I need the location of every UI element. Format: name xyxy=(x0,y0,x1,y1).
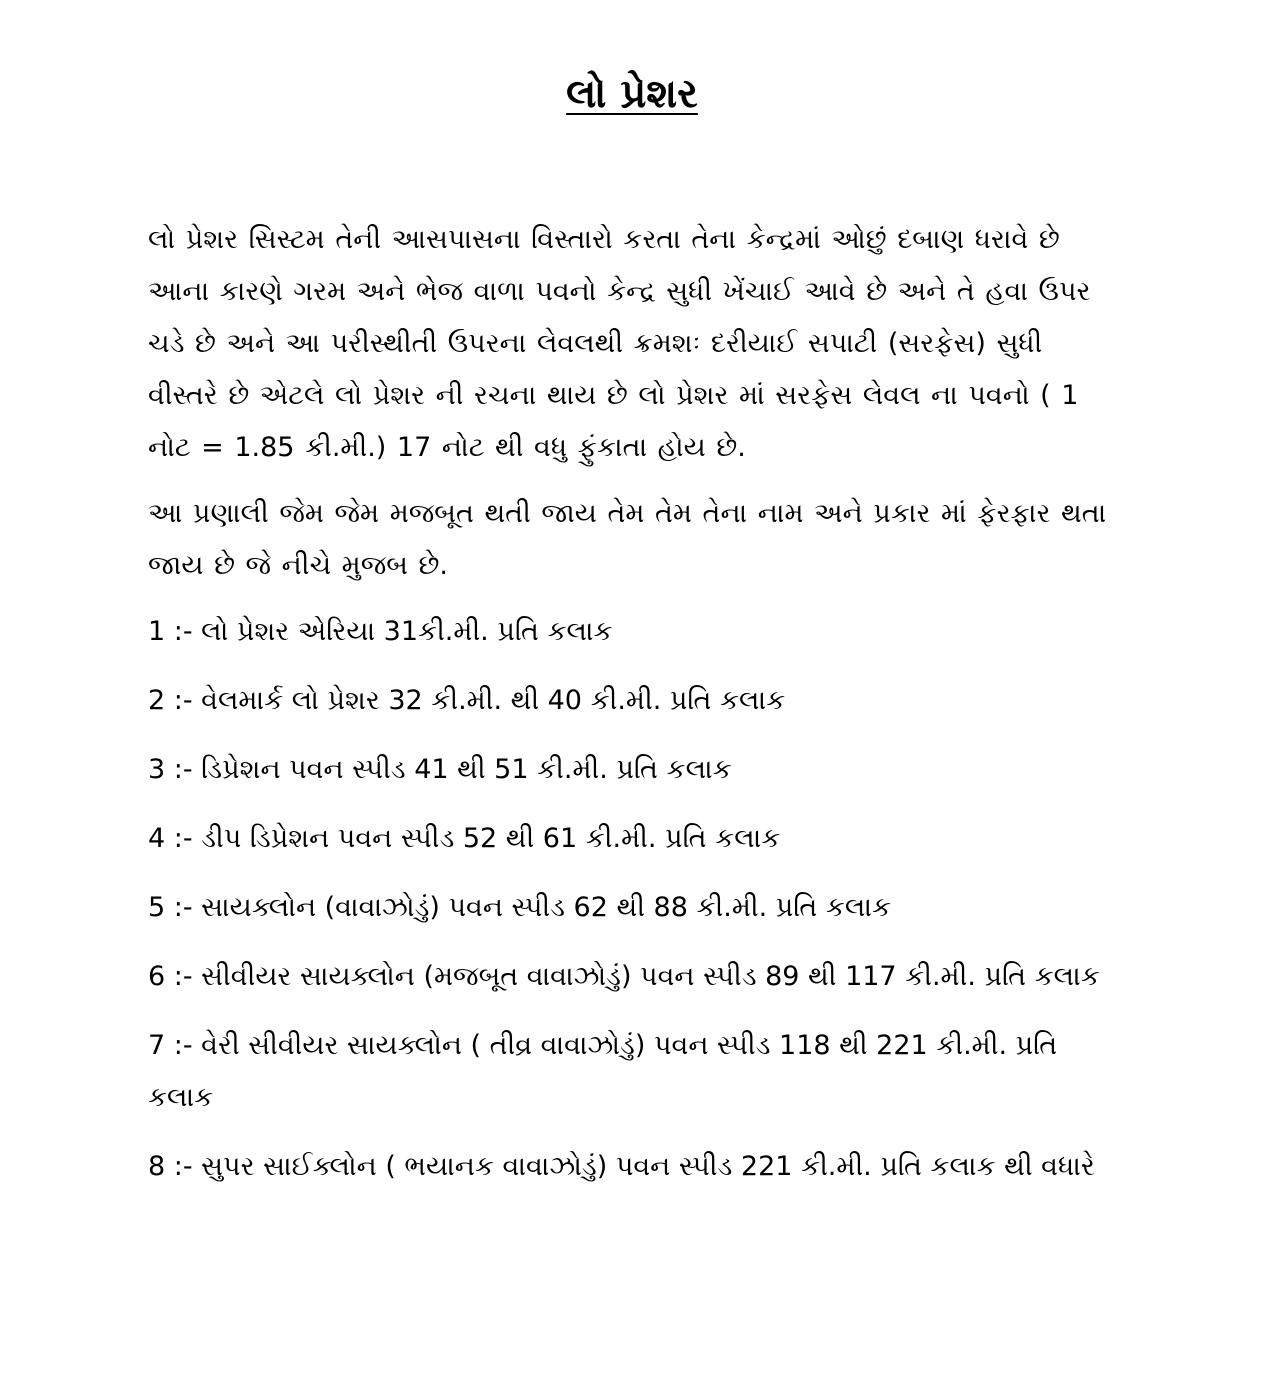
list-item: 7 :- વેરી સીવીયર સાયક્લોન ( તીવ્ર વાવાઝોડું) પવન સ્પીડ 118 થી 221 કી.મી. પ્રતિ કલાક xyxy=(148,1030,1058,1113)
title-text: લો પ્રેશર xyxy=(566,71,698,117)
classification-list xyxy=(148,606,1116,1193)
intro-paragraph: આ પ્રણાલી જેમ જેમ મજબૂત થતી જાય તેમ તેમ તેના નામ અને પ્રકાર માં ફેરફાર થતા જાય છે જે નીચે મુજબ છે. xyxy=(148,498,1107,581)
list-item: 4 :- ડીપ ડિપ્રેશન પવન સ્પીડ 52 થી 61 કી.મી. પ્રતિ કલાક xyxy=(148,823,781,854)
list-item: 6 :- સીવીયર સાયક્લોન (મજબૂત વાવાઝોડું) પવન સ્પીડ 89 થી 117 કી.મી. પ્રતિ કલાક xyxy=(148,961,1100,992)
list-item: 1 :- લો પ્રેશર એરિયા 31કી.મી. પ્રતિ કલાક xyxy=(148,616,613,647)
document-page xyxy=(148,62,1116,1210)
intro-paragraph: લો પ્રેશર સિસ્ટમ તેની આસપાસના વિસ્તારો કરતા તેના કેન્દ્રમાં ઓછું દબાણ ધરાવે છે આના કારણે ગરમ અને ભેજ વાળા પવનો કેન્દ્ર સુધી ખેંચાઈ આવે છે અને તે હવા ઉપર ચડે છે અને આ પરીસ્થીતી ઉપરના લેવલથી ક્રમશઃ દરીયાઈ સપાટી (સરફેસ) સુધી વીસ્તરે છે એટલે લો પ્રેશર ની રચના થાય છે લો પ્રેશર માં સરફેસ લેવલ ના પવનો ( 1 નોટ = 1.85 કી.મી.) 17 નોટ થી વધુ ફુંકાતા હોય છે. xyxy=(148,224,1091,463)
list-item: 8 :- સુપર સાઈક્લોન ( ભયાનક વાવાઝોડું) પવન સ્પીડ 221 કી.મી. પ્રતિ કલાક થી વધારે xyxy=(148,1151,1095,1182)
list-item: 3 :- ડિપ્રેશન પવન સ્પીડ 41 થી 51 કી.મી. પ્રતિ કલાક xyxy=(148,754,732,785)
list-item: 2 :- વેલમાર્ક લો પ્રેશર 32 કી.મી. થી 40 કી.મી. પ્રતિ કલાક xyxy=(148,685,786,716)
page-title xyxy=(148,62,1116,126)
list-item: 5 :- સાયક્લોન (વાવાઝોડું) પવન સ્પીડ 62 થી 88 કી.મી. પ્રતિ કલાક xyxy=(148,892,892,923)
